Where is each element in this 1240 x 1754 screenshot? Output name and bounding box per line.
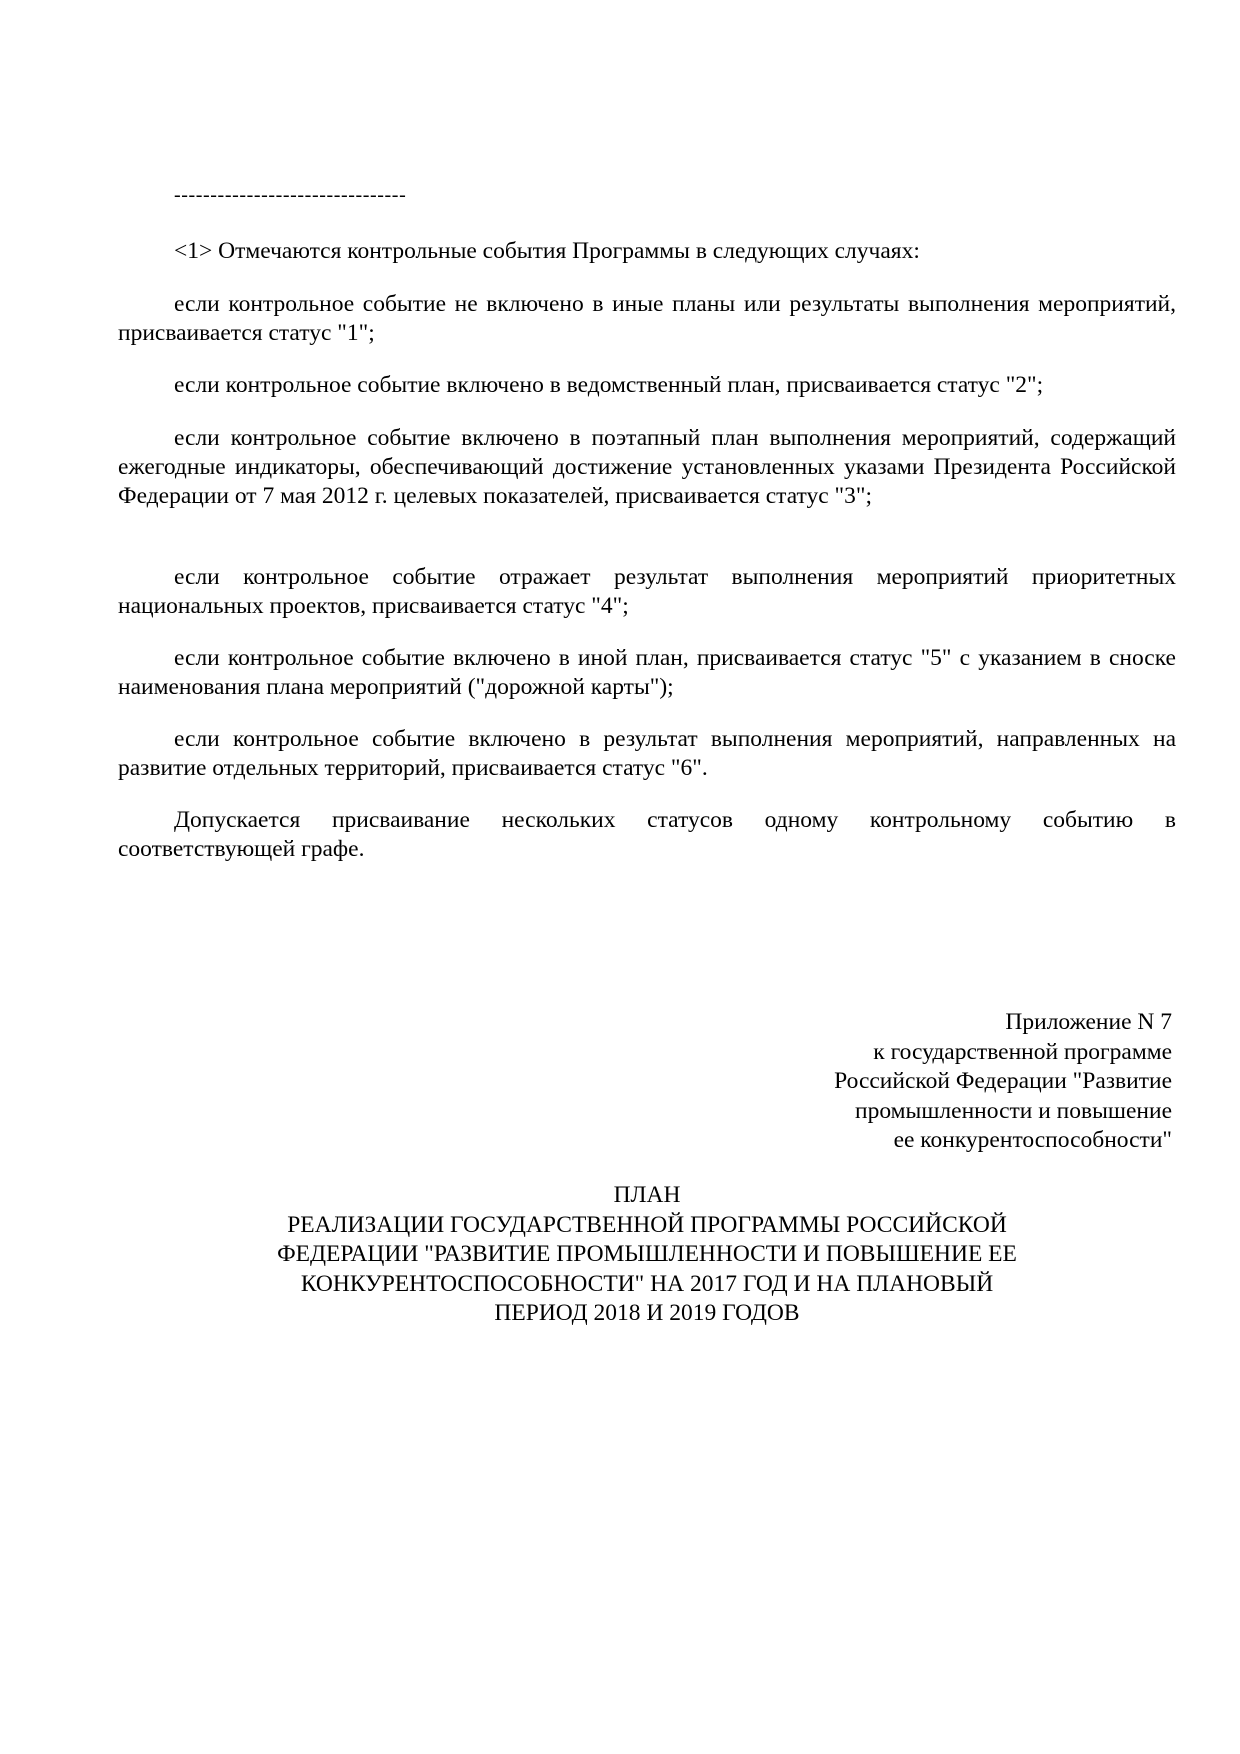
footnote-status-3-paragraph: если контрольное событие включено в поэтапный план выполнения мероприятий, содержащий ежегодные индикаторы, обеспечивающий достижение установленных указами Президента Российской Федерации от 7 мая 2012 г. целевых показателей, присваивается статус "3";: [118, 425, 1176, 509]
footnote-status-2-paragraph: если контрольное событие включено в ведомственный план, присваивается статус "2";: [174, 372, 1044, 398]
appendix-number: Приложение N 7: [1005, 1009, 1172, 1035]
appendix-line: ее конкурентоспособности": [893, 1127, 1172, 1153]
footnote-status-5-paragraph: если контрольное событие включено в иной план, присваивается статус "5" с указанием в сноске наименования плана мероприятий ("дорожной карты");: [118, 645, 1176, 700]
plan-title-line: ФЕДЕРАЦИИ "РАЗВИТИЕ ПРОМЫШЛЕННОСТИ И ПОВЫШЕНИЕ ЕЕ: [277, 1241, 1017, 1267]
footnote-status-1-paragraph: если контрольное событие не включено в иные планы или результаты выполнения мероприятий, присваивается статус "1";: [118, 291, 1176, 346]
plan-title-line: ПЕРИОД 2018 И 2019 ГОДОВ: [494, 1300, 800, 1326]
plan-title-line: РЕАЛИЗАЦИИ ГОСУДАРСТВЕННОЙ ПРОГРАММЫ РОССИЙСКОЙ: [287, 1211, 1007, 1238]
appendix-line: к государственной программе: [873, 1038, 1172, 1065]
footnote-separator: --------------------------------: [174, 184, 407, 206]
appendix-line: промышленности и повышение: [855, 1097, 1172, 1124]
appendix-line: Российской Федерации "Развитие: [834, 1068, 1172, 1094]
plan-heading: ПЛАН: [613, 1182, 681, 1208]
plan-title-line: КОНКУРЕНТОСПОСОБНОСТИ" НА 2017 ГОД И НА ПЛАНОВЫЙ: [300, 1270, 994, 1297]
footnote-status-6-paragraph: если контрольное событие включено в результат выполнения мероприятий, направленных на развитие отдельных территорий, присваивается статус "6".: [118, 726, 1176, 781]
footnote-status-4-paragraph: если контрольное событие отражает результат выполнения мероприятий приоритетных национальных проектов, присваивается статус "4";: [118, 564, 1176, 619]
footnote-multiple-status-paragraph: Допускается присваивание нескольких статусов одному контрольному событию в соответствующей графе.: [118, 807, 1176, 862]
appendix-header: [692, 1008, 1172, 1156]
plan-title: [118, 1181, 1176, 1329]
footnote-lead: <1> Отмечаются контрольные события Программы в следующих случаях:: [174, 238, 920, 264]
